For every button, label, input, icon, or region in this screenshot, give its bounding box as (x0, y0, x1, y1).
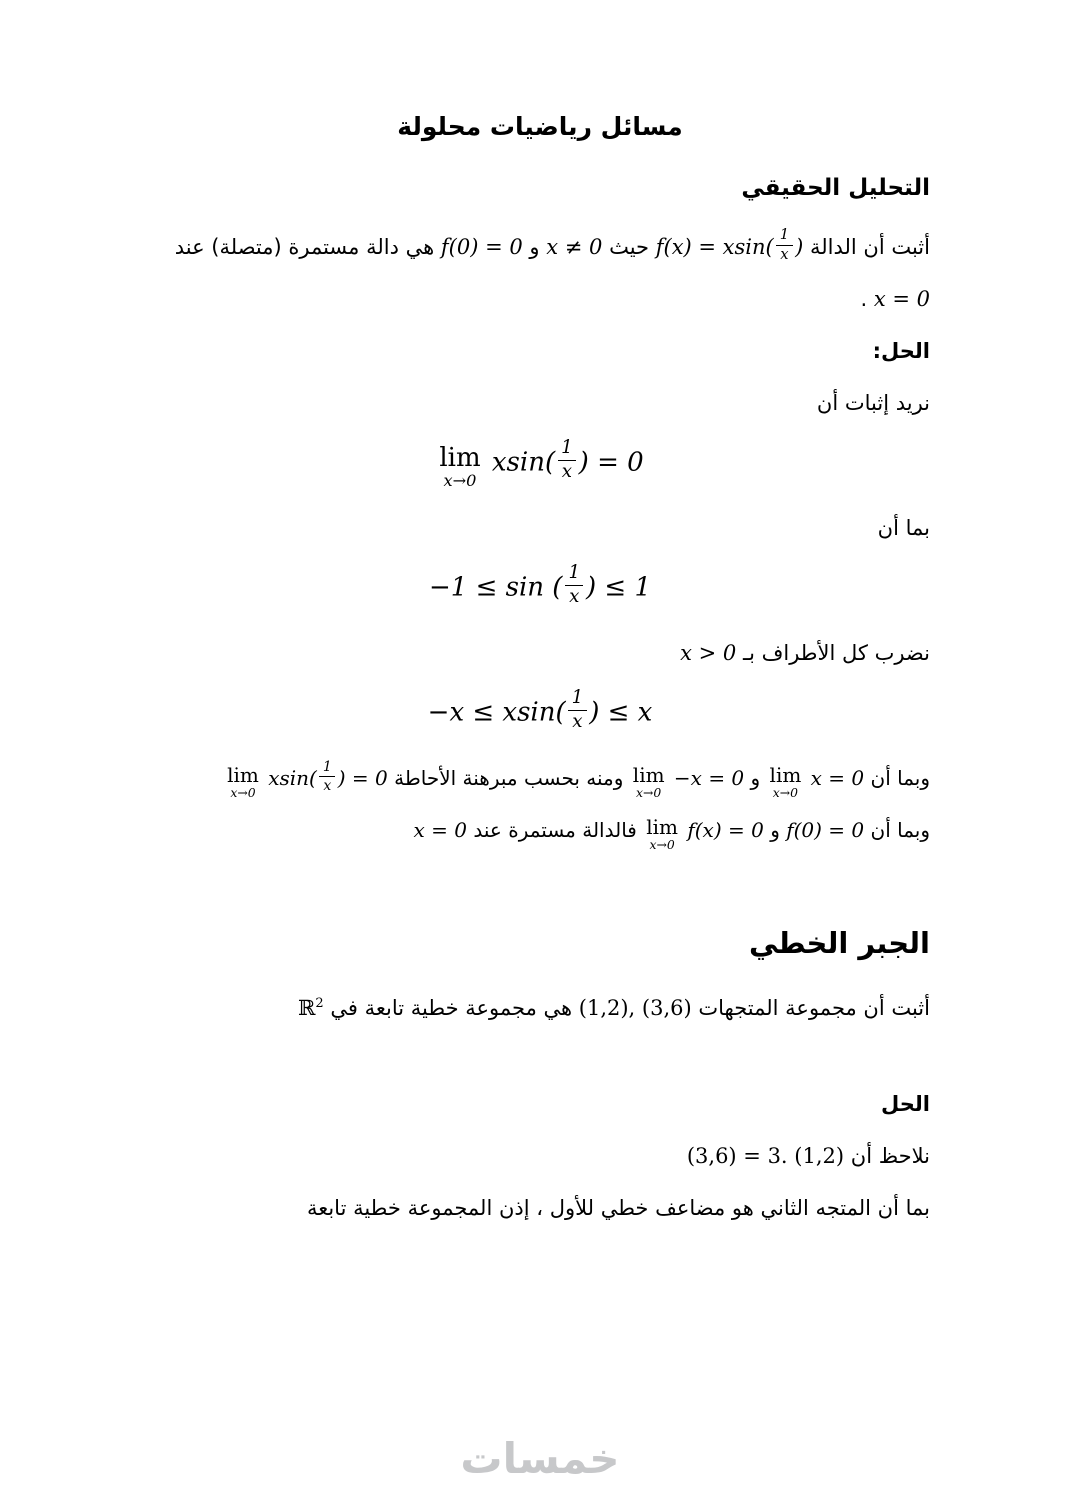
lim-subscript: x→0 (443, 470, 477, 490)
fraction-1-over-x (564, 563, 584, 608)
lim-word: lim (769, 763, 802, 788)
limit-operator (227, 765, 259, 799)
lim-subscript: x→0 (230, 785, 256, 801)
display-formula-squeeze-bounds (150, 687, 930, 736)
problem-text: هي دالة مستمرة (متصلة) عند (174, 235, 435, 259)
math-text: ) (795, 235, 804, 259)
problem-statement-real-analysis (150, 225, 930, 269)
lim-word: lim (632, 763, 665, 788)
math-text: ) ≤ x (589, 697, 653, 728)
limit-operator (633, 765, 665, 799)
limit-operator (439, 442, 481, 490)
lim-subscript: x→0 (772, 785, 799, 801)
text: وبما أن (870, 818, 930, 843)
page-title: مسائل رياضيات محلولة (397, 112, 683, 141)
problem-statement-line2 (150, 277, 930, 321)
math-text: x = 0 (810, 766, 865, 791)
math-text: ) = 0 (578, 447, 644, 478)
lim-word: lim (227, 763, 259, 788)
period: . (860, 287, 868, 312)
text: نلاحظ أن (850, 1144, 930, 1169)
math-limit-minus-x (630, 763, 745, 801)
math-function-definition (655, 226, 804, 263)
step-text: نضرب كل الأطراف بـ (742, 641, 930, 666)
real-numbers-symbol: ℝ (297, 996, 316, 1021)
fraction-denominator: x (558, 460, 576, 483)
math-f0-equals-0: f(0) = 0 (440, 235, 523, 259)
fraction-denominator: x (568, 710, 586, 733)
math-text: −x ≤ xsin( (427, 697, 566, 728)
text: ومنه بحسب مبرهنة الأحاطة (394, 766, 624, 791)
step-text-since: بما أن (877, 516, 930, 541)
fraction-numerator: 1 (571, 687, 584, 709)
solution-label-linear-algebra: الحل (881, 1092, 930, 1117)
section-heading-real-analysis: التحليل الحقيقي (741, 175, 930, 201)
math-r2-symbol (298, 996, 324, 1020)
lim-word: lim (439, 442, 481, 473)
continuity-conclusion-line (150, 808, 930, 852)
fraction-denominator: x (565, 585, 583, 608)
section-heading-linear-algebra: الجبر الخطي (748, 926, 930, 961)
khamsat-watermark: خمسات (460, 1434, 620, 1483)
fraction-1-over-x (776, 227, 793, 264)
math-scalar-multiple: (3,6) = 3. (1,2) (686, 1144, 845, 1169)
math-limit-fx (643, 815, 764, 853)
math-x-positive: x > 0 (680, 641, 737, 666)
step-text-want-to-prove: نريد إثبات أن (816, 391, 930, 416)
limit-operator (770, 765, 802, 799)
math-vectors: (1,2), (3,6) (578, 996, 692, 1021)
problem-text: هي مجموعة خطية تابعة في (330, 996, 573, 1021)
solution-label: الحل: (872, 339, 930, 364)
final-conclusion-line: بما أن المتجه الثاني هو مضاعف خطي للأول ، إذن المجموعة خطية تابعة (306, 1196, 930, 1221)
problem-statement-linear-algebra (150, 986, 930, 1030)
problem-text: حيث (609, 235, 650, 259)
fraction-numerator: 1 (779, 226, 790, 244)
lim-subscript: x→0 (636, 785, 662, 801)
superscript-2: 2 (315, 996, 324, 1012)
math-x-equals-0: x = 0 (873, 287, 930, 312)
math-x-not-zero: x ≠ 0 (546, 235, 603, 259)
math-text: −1 ≤ sin ( (428, 572, 563, 603)
math-f0-equals-0: f(0) = 0 (786, 818, 865, 843)
fraction-1-over-x (557, 438, 577, 483)
math-text: −x = 0 (673, 766, 745, 791)
squeeze-theorem-conclusion-line (150, 756, 930, 800)
lim-word: lim (646, 815, 678, 840)
text: و (770, 818, 780, 843)
math-text: ) ≤ 1 (586, 572, 652, 603)
text: وبما أن (870, 766, 930, 791)
fraction-numerator: 1 (322, 759, 332, 775)
display-formula-limit (150, 437, 930, 490)
problem-text: أثبت أن الدالة (810, 235, 930, 259)
math-text: ) = 0 (337, 766, 388, 791)
text: و (750, 766, 761, 791)
problem-text: و (529, 235, 540, 259)
lim-subscript: x→0 (649, 837, 675, 853)
math-text: xsin( (268, 766, 317, 791)
step-text-multiply (150, 631, 930, 675)
math-text: f(x) = xsin( (655, 235, 774, 259)
problem-text: أثبت أن مجموعة المتجهات (698, 996, 930, 1021)
fraction-1-over-x (319, 759, 336, 794)
math-limit-x (767, 763, 865, 801)
fraction-denominator: x (776, 245, 792, 264)
math-limit-xsin (224, 759, 388, 801)
text: فالدالة مستمرة عند (473, 818, 637, 843)
limit-operator (646, 817, 678, 851)
fraction-numerator: 1 (561, 437, 573, 459)
fraction-denominator: x (319, 776, 335, 794)
fraction-numerator: 1 (568, 562, 581, 584)
math-text: xsin( (491, 447, 556, 478)
math-x-equals-0: x = 0 (413, 818, 468, 843)
fraction-1-over-x (568, 688, 588, 733)
display-formula-sin-bounds (150, 562, 930, 611)
observation-line (150, 1134, 930, 1178)
math-text: f(x) = 0 (687, 818, 764, 843)
